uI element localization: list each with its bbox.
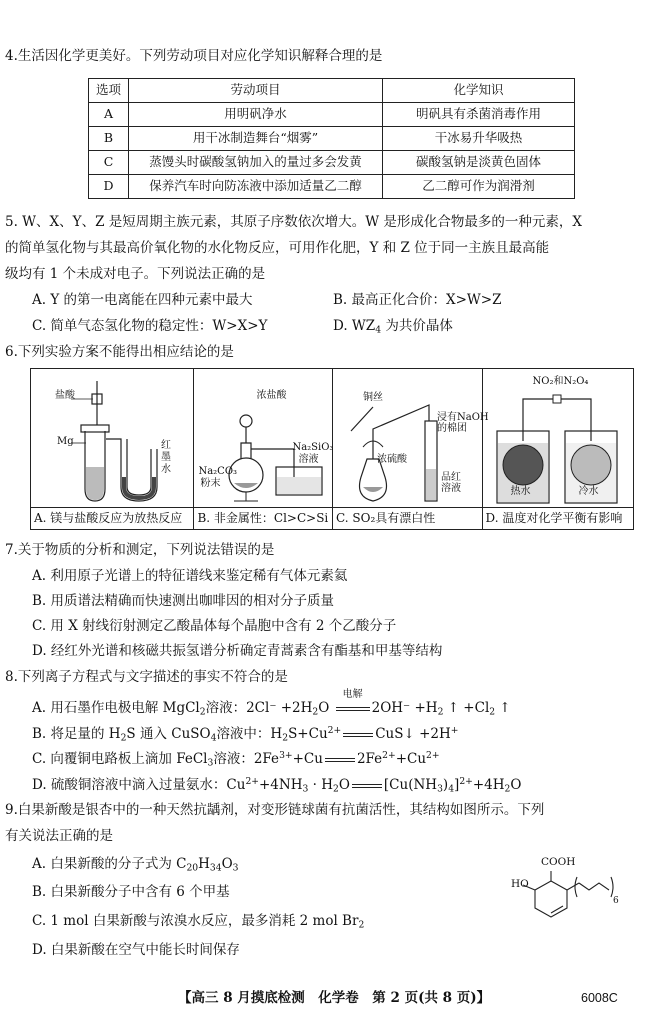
caption-b: B. 非金属性：Cl>C>Si xyxy=(194,507,332,529)
cell: B xyxy=(89,127,129,151)
q4-table xyxy=(88,78,575,199)
cell: 干冰易升华吸热 xyxy=(383,127,575,151)
label-ink1: 墨 xyxy=(161,452,171,463)
q8-option-c: C. 向覆铜电路板上滴加 FeCl$_3$溶液：$2Fe^{3+}+Cu$ $2Fe^{2+}+Cu^{2+}$ xyxy=(32,749,440,769)
footer-code: 6008C xyxy=(581,991,618,1005)
caption-a: A. 镁与盐酸反应为放热反应 xyxy=(31,507,193,529)
caption-c: C. SO₂具有漂白性 xyxy=(333,507,482,529)
label-hcl: 盐酸 xyxy=(55,390,75,401)
label-copper-wire: 铜丝 xyxy=(363,392,383,403)
q7-stem: 7.关于物质的分析和测定，下列说法错误的是 xyxy=(5,542,275,558)
cell: 用明矾净水 xyxy=(129,103,383,127)
q5-option-b: B. 最高正化合价：X>W>Z xyxy=(333,292,502,308)
table-row xyxy=(89,103,575,127)
q8-stem: 8.下列离子方程式与文字描述的事实不符合的是 xyxy=(5,669,288,685)
electrolysis-label: 电解 xyxy=(342,689,363,700)
q5-line2: 的简单氢化物与其最高价氧化物的水化物反应，可用作化肥，Y 和 Z 位于同一主族且最高能 xyxy=(5,240,550,256)
label-mg: Mg xyxy=(57,436,74,447)
experiment-panel xyxy=(30,368,634,530)
experiment-c xyxy=(333,369,489,529)
label-cold-water: 冷水 xyxy=(578,486,599,497)
q6-stem: 6.下列实验方案不能得出相应结论的是 xyxy=(5,344,234,360)
table-header-row xyxy=(89,79,575,103)
cooh-label: COOH xyxy=(541,856,576,868)
label-naoh1: 浸有NaOH xyxy=(437,412,489,423)
header-option: 选项 xyxy=(89,79,129,103)
cell: 碳酸氢钠是淡黄色固体 xyxy=(383,151,575,175)
label-conc-hcl: 浓盐酸 xyxy=(256,390,287,401)
cell: D xyxy=(89,175,129,199)
cell: 乙二醇可作为润滑剂 xyxy=(383,175,575,199)
q9-option-b: B. 白果新酸分子中含有 6 个甲基 xyxy=(32,884,230,900)
q8-option-a: A. 用石墨作电极电解 MgCl$_2$溶液：$2Cl^- +2H_2O$ 电解 $2OH^- +H_2$ ↑ $+Cl_2$ ↑ xyxy=(32,689,511,718)
q9-option-c: C. 1 mol 白果新酸与浓溴水反应，最多消耗 2 mol $Br_2$ xyxy=(32,913,365,931)
label-ink2: 水 xyxy=(161,464,171,475)
ho-label: HO xyxy=(511,878,529,890)
cell: 保养汽车时向防冻液中添加适量乙二醇 xyxy=(129,175,383,199)
apparatus-d-drawing xyxy=(483,369,634,509)
label-na2co3: Na₂CO₃ xyxy=(198,466,238,477)
cell: A xyxy=(89,103,129,127)
label-red: 红 xyxy=(161,440,171,451)
experiment-a xyxy=(31,369,194,529)
q4-stem: 4.生活因化学更美好。下列劳动项目对应化学知识解释合理的是 xyxy=(5,48,383,64)
q9-option-a: A. 白果新酸的分子式为 $C_{20}H_{34}O_3$ xyxy=(32,856,239,874)
caption-d: D. 温度对化学平衡有影响 xyxy=(483,507,634,529)
q5-line1: 5. W、X、Y、Z 是短周期主族元素，其原子序数依次增大。W 是形成化合物最多的一种元素，X xyxy=(5,214,583,230)
repeat-count-label: 6 xyxy=(613,896,619,906)
table-row xyxy=(89,127,575,151)
table-row xyxy=(89,151,575,175)
q8-option-b: B. 将足量的 $H_2S$ 通入 CuSO$_4$溶液中：$H_2S+Cu^{2+}$ CuS↓ +2H+ xyxy=(32,724,459,744)
footer-center: 【高三 8 月摸底检测 化学卷 第 2 页(共 8 页)】 xyxy=(178,990,491,1006)
q9-option-d: D. 白果新酸在空气中能长时间保存 xyxy=(32,942,240,958)
cell: 明矾具有杀菌消毒作用 xyxy=(383,103,575,127)
q7-option-b: B. 用质谱法精确而快速测出咖啡因的相对分子质量 xyxy=(32,593,335,609)
experiment-b xyxy=(194,369,333,529)
q9-line1: 9.白果新酸是银杏中的一种天然抗龋剂，对变形链球菌有抗菌活性，其结构如图所示。下列 xyxy=(5,802,545,818)
label-na2sio3: Na₂SiO₃ xyxy=(292,442,334,453)
label-conc-h2so4: 浓硫酸 xyxy=(377,454,407,465)
q7-option-d: D. 经红外光谱和核磁共振氢谱分析确定青蒿素含有酯基和甲基等结构 xyxy=(32,643,443,659)
cell: 用干冰制造舞台“烟雾” xyxy=(129,127,383,151)
table-row xyxy=(89,175,575,199)
label-gas: NO₂和N₂O₄ xyxy=(532,376,589,387)
label-powder: 粉末 xyxy=(200,478,221,489)
header-labor: 劳动项目 xyxy=(129,79,383,103)
header-knowledge: 化学知识 xyxy=(383,79,575,103)
ginkgolic-acid-structure xyxy=(513,857,623,927)
q5-option-a: A. Y 的第一电离能在四种元素中最大 xyxy=(32,292,253,308)
experiment-d xyxy=(483,369,634,529)
q7-option-c: C. 用 X 射线衍射测定乙酸晶体每个晶胞中含有 2 个乙酸分子 xyxy=(32,618,397,634)
q5-line3: 级均有 1 个未成对电子。下列说法正确的是 xyxy=(5,266,266,282)
cell: 蒸馒头时碳酸氢钠加入的量过多会发黄 xyxy=(129,151,383,175)
label-hot-water: 热水 xyxy=(510,486,531,497)
q5-option-d: D. $WZ_4$ 为共价晶体 xyxy=(333,318,453,336)
q8-option-d: D. 硫酸铜溶液中滴入过量氨水：$Cu^{2+}+4NH_3 \cdot H_2O$ $[Cu(NH_3)_4]^{2+}+4H_2O$ xyxy=(32,775,522,795)
cell: C xyxy=(89,151,129,175)
q5-option-c: C. 简单气态氢化物的稳定性：W>X>Y xyxy=(32,318,268,334)
label-naoh2: 的棉团 xyxy=(437,423,467,434)
q9-line2: 有关说法正确的是 xyxy=(5,828,113,844)
q7-option-a: A. 利用原子光谱上的特征谱线来鉴定稀有气体元素氦 xyxy=(32,568,348,584)
label-pinhong2: 溶液 xyxy=(441,483,461,494)
label-solution: 溶液 xyxy=(298,454,319,465)
label-pinhong1: 品红 xyxy=(441,472,461,483)
